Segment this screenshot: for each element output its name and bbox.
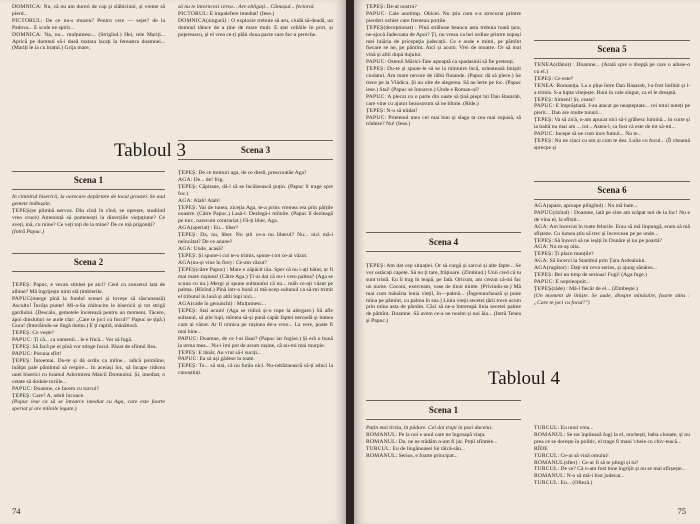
speaker-name: ȚEPEȘ <box>534 251 552 258</box>
dialogue-line <box>534 453 690 460</box>
speaker-name: ȚEPEȘ <box>366 107 384 114</box>
line-text: : Care? A, aduli încoace. <box>29 392 85 399</box>
page-number-left: 74 <box>12 506 21 516</box>
speaker-name: AGA <box>178 301 191 308</box>
speaker-name: AGA <box>534 223 547 230</box>
line-text: : Eu unul vrea... <box>557 425 594 431</box>
speaker-name: DOMNICA <box>12 4 41 10</box>
dialogue-line <box>12 229 165 236</box>
speaker-name: TURCUL <box>534 425 558 431</box>
rule <box>534 199 690 200</box>
speaker-name: ȚEPEȘ <box>178 308 196 315</box>
line-text: (Papuc iese ca să se întoarce imediat cu Aga, care este foarte speriat și are mîinile legate.) <box>12 399 165 413</box>
dialogue-line <box>534 83 690 97</box>
dialogue-line <box>178 363 333 377</box>
line-text: (merge pînă la fundul scenei și loveșe să răscunează) Asculto! Învăța punte! Mi-a-Sa chibucitu le bisericii și tot strigă gardiului. (Descalo, gemetele încetează pentru un moment. Tăcere, apoi dinsluturi se aude clar: „Care te joci cu focul?" Papuc se țipă.) Gura! (Intorăindu-se lîngă domn.) E ți rapită, mănătioră. <box>12 295 165 330</box>
speaker-name: ȚEPEȘ <box>12 344 30 351</box>
line-text: : Eu... (Ofteză.) <box>557 480 593 487</box>
rule <box>366 251 521 252</box>
act-title-tabloul-4: Tabloul 4 <box>487 368 561 389</box>
line-text: : Nu ne cinci cu om și cum te des. Luîie cu focul... (Îl cheamă sprecpe și <box>534 137 690 151</box>
line-text: (Un moment de liniște. Se aude, dinspre mînăstire, foarte stins : „Care te joci cu focul?") <box>534 292 690 306</box>
speaker-name: PAPUC <box>12 385 31 392</box>
dialogue-line <box>12 296 165 331</box>
speaker-name: ȚEPEȘ <box>12 207 30 214</box>
tabloul-4-stage-direction: Puțin mai tîrziu, în pădure. Cei doi trapi în pozi ducelui. <box>366 425 493 431</box>
speaker-name: ȚEPEȘ <box>534 117 552 124</box>
rule <box>12 253 165 254</box>
dialogue-line <box>12 351 165 358</box>
line-text: : Am încercat în toate felurile. Erau să mă împungă, eram să mă sfîșteze. Cu lumea știu să trec și încerceau pe pe unde... <box>534 223 690 237</box>
line-text: : E tânăr, Au vrut să-l suciți... <box>195 349 262 356</box>
speaker-name: PICTORUL <box>12 17 41 24</box>
dialogue-line <box>178 350 333 357</box>
speaker-name: ȚEPEȘ <box>534 272 552 279</box>
speaker-name: PICTORUL <box>178 10 207 17</box>
speaker-name: ȚEPEȘ <box>178 266 196 273</box>
speaker-name: AGA <box>534 258 547 265</box>
line-text: : Romanița. La o pîne între Dan Basarab, l-a fost întîlnit și l-a trimis. S-a lupta vitejește. Buni în cale singur, ca el le dreaptă. <box>534 82 690 96</box>
line-text: : Nu, că nu am dureri de cap și slăbiciuni, și vreme să pierd... <box>12 4 165 17</box>
speaker-name: PAPUC <box>534 131 553 138</box>
dialogue-line <box>534 117 690 131</box>
dialogue-line <box>534 293 690 307</box>
speaker-name: ROMANUL <box>534 473 564 480</box>
dialogue-line <box>366 108 521 115</box>
scene-6-text <box>534 203 690 307</box>
dialogue-line <box>178 11 333 18</box>
speaker-name: AGA <box>178 245 191 252</box>
speaker-name: DOMNICA <box>12 31 41 38</box>
line-text: (deceptionat) : Pînă străbuse beaucu asta trebuia toată țara, ne-ajocă Jadecoata de Apoi? Ți, nu vreau ca hei ordine printre supuși mei luiăria de pricepeţia judecații. Ce e aude e mimi, pe pămînt fiecare se ne, pe pămînt. Aici și acum. Vrei de moarte. Or să mai vină și altii după dujului. <box>366 24 521 59</box>
line-text: : Ea sâ ași gădese la toate. <box>196 356 255 363</box>
dialogue-line <box>178 225 333 232</box>
line-text: : Stai acum! (Aga se ridică și-o rupe la alergare.) Să afle sultanul, să știe lupi, mîntea să-și pună capăt faptei neroadă și lumea cum ai văzut. Ar fi nimica pe rușinea de-a vreo... La vere, poate fi mai bine... <box>178 308 333 335</box>
rule <box>534 181 690 182</box>
left-page-top-column-1 <box>12 4 165 52</box>
line-text: : De ce nu-s muzeu? Pentru cere — sejet? de la Padova... E scule ne spirit... <box>12 17 165 31</box>
dialogue-line <box>534 272 690 279</box>
dialogue-line <box>366 115 521 129</box>
dialogue-line <box>534 62 690 76</box>
line-text: : E impalefere imediat! (Iese.) <box>206 10 275 17</box>
speaker-name: AGA <box>178 259 191 266</box>
line-text: : Pe la noi e unul care ne îngroapă viața. <box>395 431 486 438</box>
speaker-name: PAPUC <box>178 335 197 342</box>
scene-6-title: Scena 6 <box>597 185 627 195</box>
speaker-name: PAPUC <box>534 278 553 285</box>
line-text: : Ce vește? <box>29 330 55 337</box>
dialogue-line <box>534 138 690 152</box>
speaker-name: TURCUL <box>534 480 558 487</box>
dialogue-line <box>178 336 333 350</box>
line-text: : E împrăștiată. I-au atacat pe neașteptate... cei totul nuteți pe pierit... Dan are multe tunuri... <box>534 103 690 117</box>
speaker-name: ȚEPEȘ <box>534 96 552 103</box>
dialogue-line <box>178 308 333 336</box>
speaker-name: RÎDE <box>534 445 548 452</box>
dialogue-line <box>12 18 165 32</box>
dialogue-line <box>534 446 690 453</box>
rule <box>366 400 521 401</box>
dialogue-line <box>366 439 521 446</box>
line-text: : E neprieopoit... <box>552 278 590 285</box>
scene-1-stage-direction: In cimitirul bisericii, la oarecare depărtare de locul groazei. Se aud gemete îndbușite. <box>12 194 165 207</box>
rule <box>534 40 690 41</box>
line-text: : N-o să mă-i fost judecat... <box>563 473 625 480</box>
line-text: : Ce-ai să vină omului! <box>557 452 609 459</box>
dialogue-line <box>178 18 333 39</box>
rule <box>12 171 165 172</box>
scene-1-text <box>12 194 165 235</box>
speaker-name: ȚEPEȘ <box>12 282 30 288</box>
page-number-right: 75 <box>677 506 686 516</box>
tabloul-4-right-column <box>534 425 690 487</box>
scene-3-text <box>178 170 333 377</box>
line-text: : Incepe să ne cum ince fumul... Nu te... <box>552 131 642 138</box>
line-text: (apare, aproape plîngînd) : Nu mă bate... <box>546 203 638 209</box>
speaker-name: ROMANUL <box>534 459 564 466</box>
rule <box>366 232 521 233</box>
dialogue-line <box>12 358 165 386</box>
speaker-name: ȚEPEȘ <box>534 75 552 82</box>
speaker-name: PAPUC <box>366 59 385 66</box>
right-page-top-column <box>366 4 521 128</box>
dialogue-line <box>12 386 165 393</box>
line-text: (Intră Papuc.) <box>12 228 45 235</box>
dialogue-line <box>534 210 690 224</box>
dialogue-line <box>12 399 165 413</box>
speaker-name: ȚEPEȘ <box>12 357 30 364</box>
dialogue-line <box>366 66 521 94</box>
dialogue-line <box>534 425 690 432</box>
line-text: : Da, nu, liber. Nu știi ce-a nu liberul? Nu... nici mă-i neîncătat? De ce anune? <box>178 232 333 246</box>
line-text: : Na, nu... mulțumesc... (Strigînd.) Hei, tele Mariți... Aprică pe domnul să-i dueă matara lacați la fereastra doamnei... (Mariți le ia cu brațul.) Grija mare, <box>12 31 165 52</box>
dialogue-line <box>366 446 521 453</box>
speaker-name: PAPUC <box>366 10 385 17</box>
speaker-name: ȚEPEȘ <box>534 285 552 292</box>
dialogue-line <box>534 244 690 251</box>
scene-1-title: Scena 1 <box>73 175 104 185</box>
speaker-name: TURCUL <box>534 466 558 473</box>
dialogue-line <box>366 94 521 108</box>
speaker-name: ȚEPEȘ <box>366 66 384 73</box>
dialogue-line <box>178 253 333 260</box>
speaker-name: ȚEPEȘ <box>178 252 196 259</box>
speaker-name: ȚEPEȘ <box>12 392 30 399</box>
dialogue-line <box>366 11 521 25</box>
line-text: (se plimbă nervos. Din cînd în cînd, se oprește, studiind vreo cruce) Amenință să pomenești la dinecțiile vieţuțiune? Ce aveți, mă, cu mine? Ce veți toți de la mine? De ce mă prigoniți? <box>12 207 165 228</box>
dialogue-line <box>534 286 690 293</box>
dialogue-line <box>178 267 333 302</box>
line-text: : De-al nostru? <box>383 4 417 10</box>
speaker-name: PAPUC <box>366 114 385 121</box>
dialogue-line <box>534 97 690 104</box>
speaker-name: AGA <box>178 225 191 232</box>
scene-2-title: Scena 2 <box>73 257 104 267</box>
line-text: : Papuc, e vecan stinbei pe aici? Ceul cu zunzetul lata de albine? Mă îngrijește nimi stă țimbierile. <box>12 282 165 295</box>
speaker-name: ȚEPEȘ <box>366 263 384 269</box>
line-text: : Doamne, ce facem cu turcul? <box>30 385 99 392</box>
speaker-name: PAPUC <box>366 93 385 100</box>
line-text: : Alah! Alah! <box>190 197 220 204</box>
speaker-name: AGA <box>534 244 547 251</box>
line-text: : Am dat cep situației. Or să curgă și sarcul și alte fapte... Se vor ostăcați capete. Să nu ți tare, frățioare. (Zîmbind.) Unii cred că tu sunt tristă. Eu îi trag în teapă, pe fată. Oricum, am crezut că-mi fac un nume. Coconi, exerceam, vase de tinut minte. (Privindu-se.) Mă mai cum mânăria lenia viețil, în—palmă... (Îngenunchează și pune mîna pe pămînt, cu palma în sus.) Linia vieții secetei țării trece acum prin mîna asta de pămînt. Căci să ne-a întrerupă linia secetei palme de pămînt. Doamne. Să avem ce-a ne nosim și noi ăia... (Intră Tenea și Papuc.) <box>366 263 521 325</box>
left-page <box>0 0 346 524</box>
line-text: : Du-te și spune-le să se la mîntuire încă, orientează liniștit ciudatul. Am mare nevoie de răbii fluiande. (Papuc dă să plece.) Se trece pe la Vlădica. Și nu uite de alegerea. Să ne lerte pe loc. (Papuc iese.) Stai! (Papuc se întoarce.) Unde e Roman-ul? <box>366 66 521 93</box>
dialogue-line <box>178 232 333 246</box>
dialogue-line <box>178 170 333 177</box>
dialogue-line <box>534 251 690 258</box>
dialogue-line <box>178 4 333 11</box>
line-text: : Ostenii Mărici-Tate așteaptă ca spadasinii să fie pretenți. <box>384 59 515 66</box>
dialogue-line <box>178 246 333 253</box>
dialogue-line <box>366 432 521 439</box>
dialogue-line <box>366 25 521 60</box>
act-title-tabloul-3: Tabloul 3 <box>113 140 187 161</box>
speaker-name: AGA <box>178 197 191 204</box>
speaker-name: ROMANUL <box>366 452 396 459</box>
line-text: : Serios, e foarte principat... <box>395 452 458 459</box>
line-text: : Cale anotimp. Obicei. Nu știu cum s-a strecurat printre pierderi ochier care fremeau porțile. <box>366 10 521 24</box>
speaker-name: PAPUC <box>534 103 553 110</box>
line-text: : Căpitane, dă-l să se încălzească puțin. (Papuc îl trage spre foc.) <box>178 183 333 197</box>
scene-5-text <box>534 62 690 152</box>
rule <box>534 58 690 59</box>
speaker-name: PAPUC <box>534 209 553 216</box>
line-text: : Întoemai. Du-te și dă ordin ca mîine... adică poimîine, înălțat pale pămîntul să respire... In aceiași loc, să încape ridicea unei biserici cu hramul Adormirea Maicii Domnului. Și, imediat, o cetate să doduie toriile... <box>12 357 165 385</box>
dialogue-line <box>366 263 521 325</box>
line-text: : Poruna sfîrt! <box>30 351 62 358</box>
speaker-name: ROMANUL <box>366 431 396 438</box>
speaker-name: DOMNICA <box>178 17 207 24</box>
tabloul-4-scene-1-title: Scena 1 <box>428 405 459 415</box>
speaker-name: ȚEPEȘ <box>178 183 196 190</box>
right-page <box>354 0 700 524</box>
rule <box>12 189 165 190</box>
speaker-name: ȚEPEȘ <box>534 137 552 144</box>
dialogue-line <box>366 59 521 66</box>
line-text: (rugător) : Dați-mi ceva serios, și ajung sănătos... <box>546 265 657 272</box>
line-text: (rîzînd) : Doamne, iată pe cine am scăpat noi de la foc! Nu e de vina el, la sfîrșit... <box>534 209 690 223</box>
line-text: : Unde, acasă? <box>190 245 224 252</box>
speaker-name: ȚEPEȘ <box>12 330 30 337</box>
line-text: : Să încerci să ne ieșiți în Dunăre și nu pe poartă? <box>551 237 662 244</box>
speaker-name: ȚEPEȘ <box>178 349 196 356</box>
scene-3-title: Scena 3 <box>240 145 271 155</box>
line-text: (cade în genunchi) : Mulțumesc... <box>190 301 267 308</box>
dialogue-line <box>534 238 690 245</box>
tabloul-4-scene-1-text <box>366 425 521 460</box>
speaker-name: PAPUC <box>12 337 31 344</box>
rule <box>12 271 165 272</box>
rule <box>178 140 333 141</box>
speaker-name: ȚEPEȘ <box>178 363 196 370</box>
line-text: : Să încerci la Stambul prin Țara Ardealului. <box>546 258 646 265</box>
line-text: (râde) : Mă-l fiecăr de el... (Zîmbește.) <box>551 285 638 292</box>
speaker-name: ȚEPEȘ <box>178 204 196 211</box>
line-text: : Nu m-aș uita. <box>546 244 580 251</box>
line-text: (sfter) : Ce-ar fi să te plingi și tu? <box>563 459 639 466</box>
line-text: (sfătuit) : Doamne... (Arată spre o drepță pe care o aduse-o cu el.) <box>534 62 690 75</box>
dialogue-line <box>178 177 333 184</box>
line-text: : A plecat cu o parte din oaste să țină piept lui Dan Basarab, care vine cu ajutor beaosorum să ne bîtuie. (Rîde.) <box>366 93 521 107</box>
rule <box>366 419 521 420</box>
speaker-name: ROMANUL <box>534 431 564 438</box>
line-text: să nu te întorncezi cerea... Are obligați... Cămașul... fectorul. <box>178 4 315 10</box>
line-text: (către Papuc) : Mare e zăpăcit rău. Sper că nu i-ați bătut, ar fi mai mare rușinea! (Către Aga.) Ți-ai dat că nu-i vreo palma? (Aga se scuna cu nu.) Mergi și spune sultanului că nu... măh ce-ați văzut pe palma. (Rîzînd.) Pînă într-o bună zi mă-ncep sultanul ca să-mi trimit el tributul în lună și altii lupi nici... <box>178 266 333 301</box>
speaker-name: AGA <box>178 176 191 183</box>
line-text: : De... de! frig. <box>190 176 224 183</box>
speaker-name: TURCUL <box>366 445 390 452</box>
speaker-name: PAPUC <box>178 356 197 363</box>
dialogue-line <box>12 208 165 229</box>
line-text: : Simeni! Și, ceata? <box>551 96 595 103</box>
line-text: : Ți că... ca oamenii... le e frică... Vor să fugă. <box>30 337 133 344</box>
line-text: : Tu... să stai, că nu furăn nici. Nu-ndrăznească să-ți aduci la cunoștinți. <box>178 363 333 377</box>
line-text: (nu-și vine în fire) : Ce-am văzut? <box>190 259 267 266</box>
dialogue-line <box>534 224 690 238</box>
speaker-name: ROMANUL <box>366 438 396 445</box>
dialogue-line <box>534 131 690 138</box>
speaker-name: AGA <box>534 265 547 272</box>
dialogue-line <box>534 480 690 487</box>
dialogue-line <box>178 184 333 198</box>
dialogue-line <box>534 279 690 286</box>
line-text: : Se tot înpilează fugi la el, unchești, baba clonate, și nu prea ce se dorește în politic, el trage fi mani 'cheie cu chiv-teacă... <box>534 431 690 445</box>
line-text: : Vai de tunea, ziceția Aga, te-a prins vremea rea prin părțile noastre. (Către Papuc.) Lasă-l. Dezlegă-i mîinile. (Papuc îl dezleagă pe turc, oarecum contrariat.) Fă-ți liber, Aga. <box>178 204 333 225</box>
speaker-name: ȚEPEȘ <box>534 237 552 244</box>
dialogue-line <box>366 4 521 11</box>
dialogue-line <box>178 205 333 226</box>
rule <box>178 159 333 160</box>
speaker-name: AGA <box>534 203 547 209</box>
line-text: : Eu de lingănoasei lui tăică-său... <box>389 445 466 452</box>
scene-4-text <box>366 263 521 325</box>
speaker-name: PAPUC <box>12 351 31 358</box>
left-page-top-column-2 <box>178 4 333 39</box>
speaker-name: ȚEPEȘ <box>178 232 196 239</box>
dialogue-line <box>534 432 690 446</box>
line-text: (speriat) : Eu... liber? <box>190 225 239 232</box>
line-text: : Ți place munțile? <box>551 251 594 258</box>
line-text: : Da, ne ne trădăm n-am fi jur. Poții sfîntele... <box>395 438 498 445</box>
line-text: (singură) : O explozie trebuie să aru, ciudă să-deadă, un domnul tătuce de a ține de mare mult. E ștat cebăile în port, și puțereascu, și el vrea ce-ți plăti doua pacte care fac-a pereche. <box>178 17 333 38</box>
dialogue-line <box>534 103 690 117</box>
dialogue-line <box>534 203 690 210</box>
line-text: : Să facă pe ei pînă vor stinge focul. Păzat de sfîntul Ilea. <box>29 344 157 351</box>
speaker-name: TENEA <box>534 82 554 89</box>
dialogue-line <box>12 32 165 53</box>
line-text: : Ce este? <box>551 75 574 82</box>
dialogue-line <box>366 453 521 460</box>
speaker-name: ȚEPEȘ <box>178 170 196 176</box>
dialogue-line <box>178 198 333 205</box>
dialogue-line <box>534 76 690 83</box>
line-text: : De ce? Că n-am fost bine îngrijit și nu se mai sfîrșește... <box>557 466 686 473</box>
line-text: : Prietenul meu cel mai bun și slaga ta cea mai supusă, să trădeze? Nu! (Iese.) <box>366 114 521 128</box>
speaker-name: ȚEPEȘ <box>366 4 384 10</box>
line-text: : N-o să trădat! <box>383 107 418 114</box>
dialogue-line <box>178 260 333 267</box>
line-text: : De ce tremuri aga, de ce diedi, prescuratăe Aga? <box>195 170 307 176</box>
scene-4-title: Scena 4 <box>428 237 459 247</box>
speaker-name: ȚEPEȘ <box>366 24 384 31</box>
line-text: : Bei un timp de serioas! Fugi! (Aga fuge.) <box>551 272 648 279</box>
dialogue-line <box>12 4 165 18</box>
speaker-name: TURCUL <box>534 452 558 459</box>
line-text: : Și spune-i cui te-o trimis, spune-i tot ce-ai văzut. <box>195 252 308 259</box>
speaker-name: TENEA <box>534 62 554 68</box>
scene-5-title: Scena 5 <box>597 44 627 54</box>
scene-2-text <box>12 282 165 413</box>
line-text: : Doamne, de ce l-ai lăsat? (Papuc iar fugise.) Și eră o bună la urma mea... Nu-i îmi pot de acum rușine, că nu-mi mai murpie. <box>178 335 333 349</box>
dialogue-line <box>12 282 165 296</box>
speaker-name: PAPUC <box>12 295 31 302</box>
line-text: : Va să zică, n-am apucat nici să-l grăbesc lumină... în curte și la baltă nu mai am ... tot... Astea-l, ca fost că este de tot să-mi... <box>534 117 690 131</box>
